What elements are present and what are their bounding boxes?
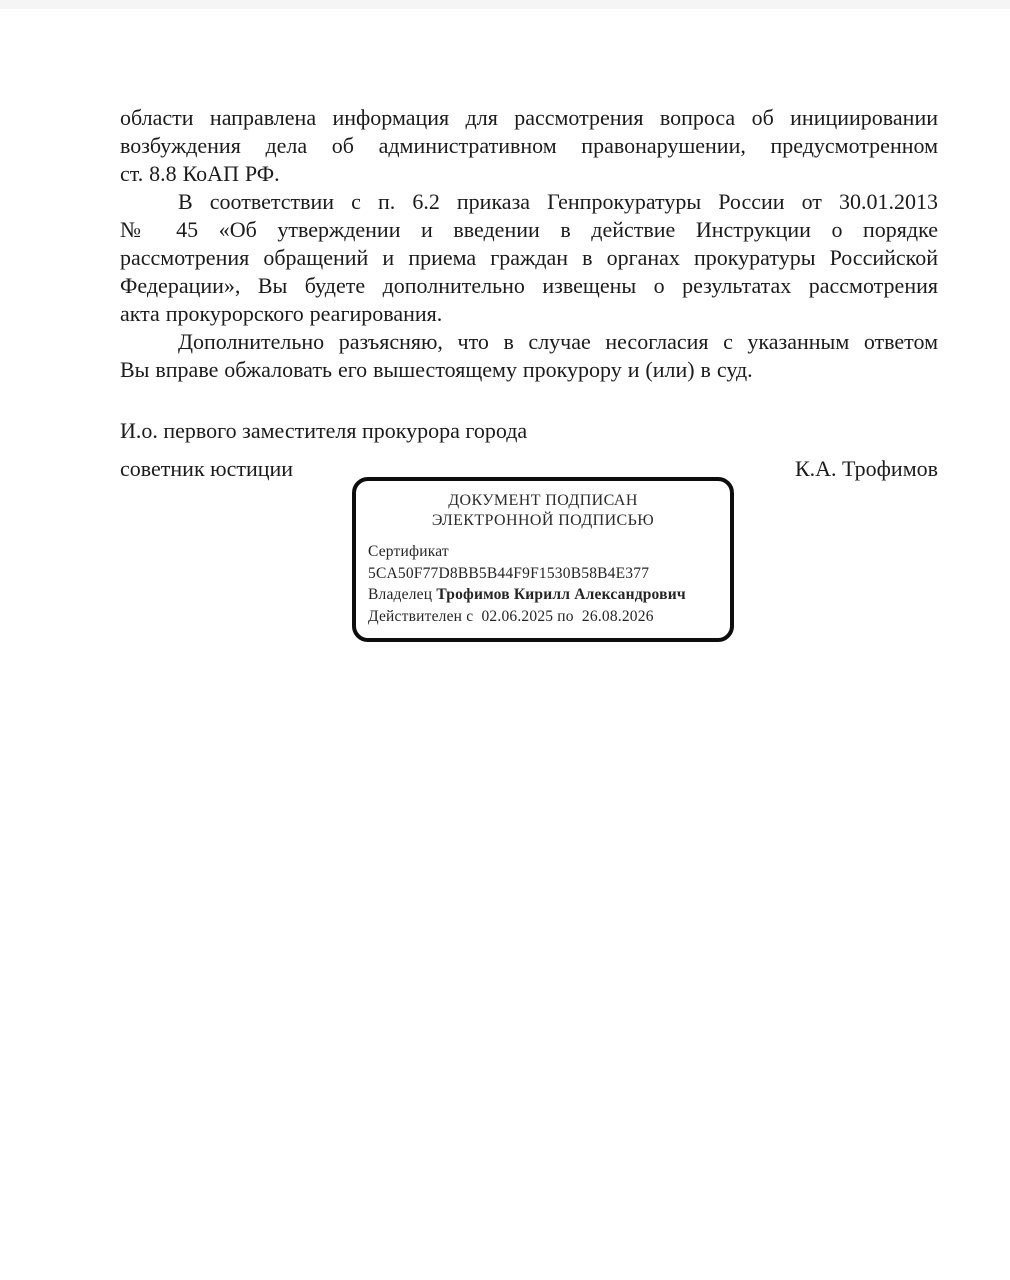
text-line: акта прокурорского реагирования. <box>120 301 443 326</box>
letter-body <box>120 104 938 483</box>
stamp-certificate-line <box>368 541 718 584</box>
stamp-owner-line <box>368 584 718 606</box>
text-line: рассмотрения обращений и приема граждан в органах прокуратуры Российской <box>120 245 938 270</box>
signatory-name: К.А. Трофимов <box>795 456 938 481</box>
owner-label: Владелец <box>368 586 433 603</box>
text-line: Дополнительно разъясняю, что в случае несогласия с указанным ответом <box>178 329 938 354</box>
scan-edge-strip <box>0 0 1010 9</box>
signatory-rank: советник юстиции <box>120 456 294 481</box>
stamp-title-line2: ЭЛЕКТРОННОЙ ПОДПИСЬЮ <box>431 512 655 529</box>
text-line: В соответствии с п. 6.2 приказа Генпрокуратуры России от 30.01.2013 <box>178 189 938 214</box>
paragraphs <box>120 104 938 384</box>
text-line: № 45 «Об утверждении и введении в действие Инструкции о порядке <box>120 217 938 242</box>
certificate-label: Сертификат <box>368 543 449 560</box>
text-line: ст. 8.8 КоАП РФ. <box>120 161 280 186</box>
signatory-position: И.о. первого заместителя прокурора города <box>120 418 528 443</box>
electronic-signature-stamp <box>352 477 734 642</box>
signature-block <box>120 417 938 483</box>
text-line: Вы вправе обжаловать его вышестоящему прокурору и (или) в суд. <box>120 357 753 382</box>
stamp-title-line1: ДОКУМЕНТ ПОДПИСАН <box>448 492 638 509</box>
stamp-validity-line: Действителен с 02.06.2025 по 26.08.2026 <box>368 607 654 625</box>
text-line: Федерации», Вы будете дополнительно извещены о результатах рассмотрения <box>120 273 938 298</box>
text-line: возбуждения дела об административном правонарушении, предусмотренном <box>120 133 938 158</box>
owner-name: Трофимов Кирилл Александрович <box>436 586 686 603</box>
stamp-title <box>368 491 718 531</box>
text-line: области направлена информация для рассмотрения вопроса об инициировании <box>120 105 938 130</box>
certificate-value: 5CA50F77D8BB5B44F9F1530B58B4E377 <box>368 564 650 582</box>
